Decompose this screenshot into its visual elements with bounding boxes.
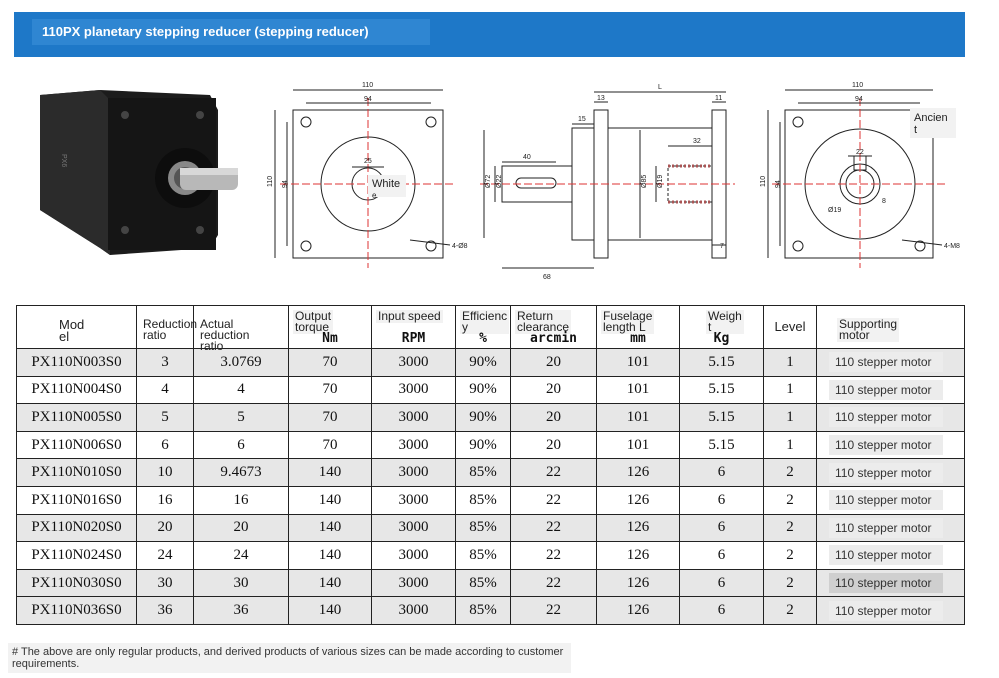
cell-output-torque: 70 (289, 431, 372, 459)
table-row (17, 349, 965, 377)
side-dia-72: Ø72 (485, 174, 492, 188)
cell-model: PX110N006S0 (17, 431, 137, 459)
cell-output-torque: 70 (289, 376, 372, 404)
cell-level: 2 (764, 542, 817, 570)
cell-model: PX110N036S0 (17, 597, 137, 625)
cell-input-speed: 3000 (372, 597, 456, 625)
cell-supporting-motor (817, 514, 965, 542)
motor-label: 110 stepper motor (829, 352, 943, 372)
cell-level: 1 (764, 349, 817, 377)
rear-bore: Ø19 (828, 207, 842, 214)
side-shaft-step: 15 (578, 116, 586, 123)
front-view-drawing (275, 90, 455, 268)
cell-input-speed: 3000 (372, 486, 456, 514)
cell-efficiency: 90% (456, 349, 511, 377)
cell-fuselage-length: 126 (597, 459, 680, 487)
cell-reduction-ratio: 10 (137, 459, 194, 487)
rear-width-outer: 110 (852, 82, 864, 89)
cell-supporting-motor (817, 486, 965, 514)
motor-label: 110 stepper motor (829, 490, 943, 510)
cell-output-torque: 140 (289, 569, 372, 597)
cell-weight: 6 (680, 542, 764, 570)
header-weight: Weigh t Kg (680, 306, 764, 349)
cell-level: 2 (764, 597, 817, 625)
cell-weight: 6 (680, 597, 764, 625)
motor-label: 110 stepper motor (829, 601, 943, 621)
table-row (17, 459, 965, 487)
motor-label: 110 stepper motor (829, 463, 943, 483)
cell-actual-ratio: 5 (194, 404, 289, 432)
cell-actual-ratio: 36 (194, 597, 289, 625)
cell-level: 2 (764, 514, 817, 542)
rear-height-inner: 94 (775, 180, 782, 188)
cell-efficiency: 90% (456, 404, 511, 432)
cell-output-torque: 70 (289, 349, 372, 377)
cell-weight: 6 (680, 486, 764, 514)
side-dia-85: Ø85 (641, 174, 648, 188)
cell-efficiency: 90% (456, 431, 511, 459)
cell-supporting-motor (817, 459, 965, 487)
cell-return-clearance: 20 (511, 349, 597, 377)
cell-output-torque: 140 (289, 542, 372, 570)
table-row (17, 404, 965, 432)
technical-drawings (0, 70, 999, 290)
front-overlay-text: White (372, 178, 401, 190)
side-total-shaft: 68 (543, 274, 551, 281)
header-return-clearance: Return clearance arcmin (511, 306, 597, 349)
cell-supporting-motor (817, 569, 965, 597)
cell-return-clearance: 22 (511, 486, 597, 514)
cell-supporting-motor (817, 431, 965, 459)
cell-supporting-motor (817, 376, 965, 404)
cell-input-speed: 3000 (372, 431, 456, 459)
cell-model: PX110N016S0 (17, 486, 137, 514)
rear-height-outer: 110 (760, 175, 767, 187)
table-header-row (17, 306, 965, 349)
cell-supporting-motor (817, 404, 965, 432)
header-bar (14, 12, 965, 57)
spec-table (16, 305, 965, 625)
header-output-torque: Output torque Nm (289, 306, 372, 349)
table-row (17, 376, 965, 404)
cell-level: 1 (764, 404, 817, 432)
cell-model: PX110N005S0 (17, 404, 137, 432)
cell-supporting-motor (817, 349, 965, 377)
cell-reduction-ratio: 4 (137, 376, 194, 404)
side-end-gap: 7 (720, 243, 724, 250)
cell-reduction-ratio: 3 (137, 349, 194, 377)
cell-reduction-ratio: 24 (137, 542, 194, 570)
cell-return-clearance: 20 (511, 431, 597, 459)
cell-actual-ratio: 20 (194, 514, 289, 542)
front-hole-label: 4-Ø8 (452, 243, 468, 250)
cell-fuselage-length: 126 (597, 569, 680, 597)
side-bore-depth: 32 (693, 138, 701, 145)
cell-efficiency: 85% (456, 542, 511, 570)
header-fuselage-length: Fuselage length L mm (597, 306, 680, 349)
front-width-inner: 94 (364, 96, 372, 103)
cell-return-clearance: 20 (511, 376, 597, 404)
cell-return-clearance: 22 (511, 597, 597, 625)
cell-actual-ratio: 16 (194, 486, 289, 514)
table-row (17, 542, 965, 570)
side-flange-left: 13 (597, 95, 605, 102)
cell-model: PX110N030S0 (17, 569, 137, 597)
motor-label: 110 stepper motor (829, 380, 943, 400)
cell-fuselage-length: 126 (597, 542, 680, 570)
cell-return-clearance: 20 (511, 404, 597, 432)
cell-level: 2 (764, 569, 817, 597)
cell-actual-ratio: 4 (194, 376, 289, 404)
table-row (17, 431, 965, 459)
footnote: # The above are only regular products, and derived products of various sizes can be made according to customer requirements. (8, 643, 571, 673)
cell-fuselage-length: 126 (597, 486, 680, 514)
cell-reduction-ratio: 6 (137, 431, 194, 459)
cell-weight: 6 (680, 569, 764, 597)
cell-actual-ratio: 24 (194, 542, 289, 570)
cell-actual-ratio: 9.4673 (194, 459, 289, 487)
cell-model: PX110N004S0 (17, 376, 137, 404)
cell-return-clearance: 22 (511, 542, 597, 570)
front-width-outer: 110 (362, 82, 374, 89)
cell-actual-ratio: 30 (194, 569, 289, 597)
header-level: Level (764, 306, 817, 349)
product-photo (40, 90, 238, 255)
cell-level: 1 (764, 431, 817, 459)
cell-efficiency: 85% (456, 514, 511, 542)
cell-output-torque: 140 (289, 459, 372, 487)
motor-label: 110 stepper motor (829, 573, 943, 593)
cell-output-torque: 140 (289, 597, 372, 625)
cell-level: 1 (764, 376, 817, 404)
rear-overlay-text-1: Ancien (914, 112, 948, 124)
cell-weight: 6 (680, 459, 764, 487)
cell-weight: 5.15 (680, 404, 764, 432)
cell-fuselage-length: 101 (597, 376, 680, 404)
cell-weight: 5.15 (680, 376, 764, 404)
cell-return-clearance: 22 (511, 514, 597, 542)
front-height-inner: 94 (282, 180, 289, 188)
cell-weight: 5.15 (680, 431, 764, 459)
cell-fuselage-length: 101 (597, 349, 680, 377)
cell-output-torque: 140 (289, 486, 372, 514)
cell-reduction-ratio: 20 (137, 514, 194, 542)
motor-label: 110 stepper motor (829, 435, 943, 455)
side-shaft-len: 40 (523, 154, 531, 161)
cell-weight: 6 (680, 514, 764, 542)
cell-model: PX110N010S0 (17, 459, 137, 487)
cell-fuselage-length: 126 (597, 597, 680, 625)
side-dia-22: Ø22 (496, 174, 503, 188)
page-title: 110PX planetary stepping reducer (stepping reducer) (32, 19, 430, 45)
photo-label: PX6 (60, 154, 67, 168)
cell-return-clearance: 22 (511, 569, 597, 597)
header-reduction-ratio: Reduction ratio (137, 306, 194, 349)
side-view-drawing (480, 92, 735, 268)
cell-fuselage-length: 101 (597, 404, 680, 432)
cell-reduction-ratio: 36 (137, 597, 194, 625)
front-overlay-small: e (372, 191, 377, 200)
cell-output-torque: 70 (289, 404, 372, 432)
cell-output-torque: 140 (289, 514, 372, 542)
table-row (17, 597, 965, 625)
front-center-label: 25 (364, 158, 372, 165)
cell-fuselage-length: 126 (597, 514, 680, 542)
cell-actual-ratio: 3.0769 (194, 349, 289, 377)
rear-width-inner: 94 (855, 96, 863, 103)
cell-input-speed: 3000 (372, 569, 456, 597)
header-actual-ratio: Actual reduction ratio (194, 306, 289, 349)
rear-key-depth: 8 (882, 198, 886, 205)
cell-actual-ratio: 6 (194, 431, 289, 459)
cell-supporting-motor (817, 597, 965, 625)
cell-return-clearance: 22 (511, 459, 597, 487)
cell-level: 2 (764, 459, 817, 487)
cell-input-speed: 3000 (372, 542, 456, 570)
cell-supporting-motor (817, 542, 965, 570)
rear-hole-label: 4-M8 (944, 243, 960, 250)
cell-input-speed: 3000 (372, 404, 456, 432)
side-dia-19: Ø19 (657, 174, 664, 188)
motor-label: 110 stepper motor (829, 407, 943, 427)
table-row (17, 569, 965, 597)
cell-reduction-ratio: 16 (137, 486, 194, 514)
cell-model: PX110N024S0 (17, 542, 137, 570)
cell-level: 2 (764, 486, 817, 514)
cell-input-speed: 3000 (372, 349, 456, 377)
header-model: Mod el (17, 306, 137, 349)
front-height-outer: 110 (267, 175, 274, 187)
cell-reduction-ratio: 5 (137, 404, 194, 432)
header-supporting-motor: Supporting motor (817, 306, 965, 349)
cell-input-speed: 3000 (372, 459, 456, 487)
header-efficiency: Efficienc y % (456, 306, 511, 349)
motor-label: 110 stepper motor (829, 518, 943, 538)
rear-overlay-text-2: t (914, 124, 918, 136)
table-row (17, 514, 965, 542)
side-flange-right: 11 (715, 95, 723, 102)
cell-fuselage-length: 101 (597, 431, 680, 459)
cell-efficiency: 90% (456, 376, 511, 404)
cell-efficiency: 85% (456, 597, 511, 625)
cell-input-speed: 3000 (372, 376, 456, 404)
cell-input-speed: 3000 (372, 514, 456, 542)
header-input-speed: Input speed RPM (372, 306, 456, 349)
cell-weight: 5.15 (680, 349, 764, 377)
side-length-label: L (658, 84, 662, 91)
cell-model: PX110N003S0 (17, 349, 137, 377)
rear-key-width: 22 (856, 149, 864, 156)
cell-model: PX110N020S0 (17, 514, 137, 542)
table-row (17, 486, 965, 514)
motor-label: 110 stepper motor (829, 545, 943, 565)
cell-efficiency: 85% (456, 569, 511, 597)
cell-efficiency: 85% (456, 459, 511, 487)
cell-reduction-ratio: 30 (137, 569, 194, 597)
cell-efficiency: 85% (456, 486, 511, 514)
